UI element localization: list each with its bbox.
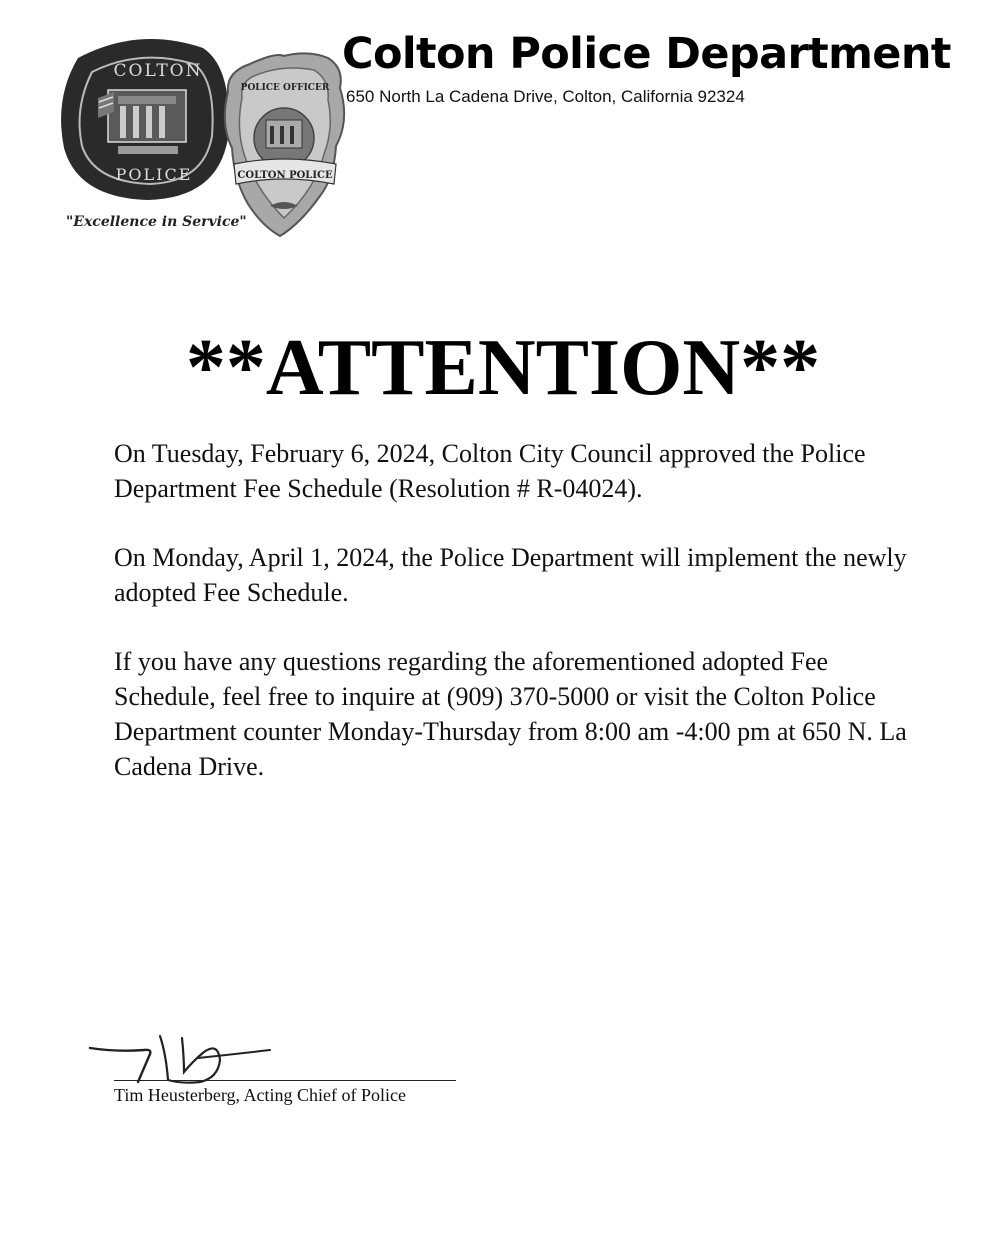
department-logo [58,28,348,243]
badge-bottom-text: COLTON POLICE [237,170,333,181]
police-badge-icon [225,53,344,236]
signer-name: Tim Heusterberg, Acting Chief of Police [114,1085,406,1105]
department-address: 650 North La Cadena Drive, Colton, California 92324 [346,87,745,106]
signature-line [114,1080,456,1081]
attention-headline: **ATTENTION** [185,324,821,412]
patch-top-text: COLTON [113,61,203,81]
signature-block [86,1024,466,1114]
logo-graphic [58,28,348,243]
patch-bottom-text: POLICE [115,165,193,184]
paragraph-approval: On Tuesday, February 6, 2024, Colton City Council approved the Police Department Fee Schedule (Resolution # R-04024). [114,439,866,503]
department-tagline: "Excellence in Service" [66,214,247,230]
department-name: Colton Police Department [342,29,951,79]
letterhead [0,0,1006,260]
police-patch-icon [61,39,229,200]
paragraph-contact: If you have any questions regarding the aforementioned adopted Fee Schedule, feel free to inquire at (909) 370-5000 or visit the Colton Police Department counter Monday-Thursday from 8:00 am -4:00 pm at 650 N. La Cadena Drive. [114,647,907,781]
badge-top-text: POLICE OFFICER [240,83,330,93]
paragraph-implementation: On Monday, April 1, 2024, the Police Department will implement the newly adopted Fee Schedule. [114,543,907,607]
